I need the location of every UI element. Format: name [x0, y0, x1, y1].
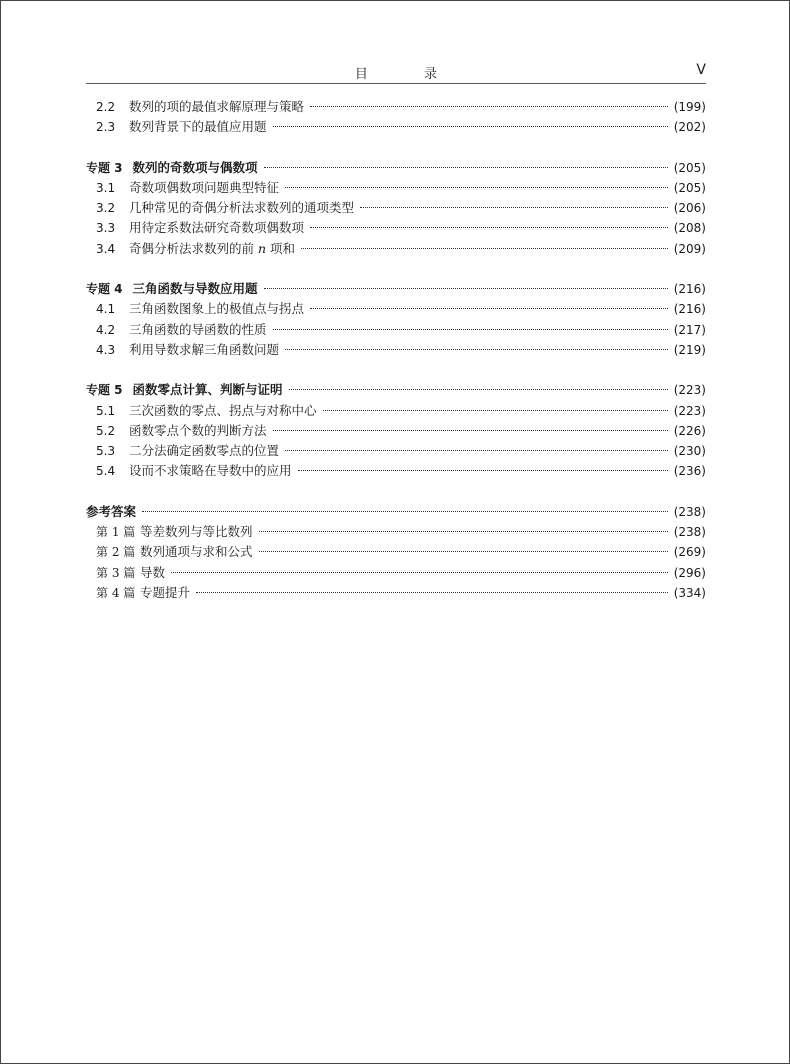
toc-entry-page: (217): [673, 322, 706, 337]
toc-entry-number: 第 3 篇: [96, 565, 136, 580]
toc-entry-number: 5.1: [96, 403, 116, 418]
toc-entry-number: 2.3: [96, 120, 116, 135]
toc-entry-page: (238): [673, 525, 706, 540]
toc-leader-dots: [289, 389, 668, 390]
toc-spacer: [86, 360, 706, 380]
toc-entry-page: (205): [673, 180, 706, 195]
toc-entry-number: 4.2: [96, 322, 116, 337]
toc-section-entry[interactable]: [86, 97, 706, 117]
toc-entry-title: 奇偶分析法求数列的前 n 项和: [129, 240, 296, 256]
toc-chapter-entry[interactable]: [86, 279, 706, 299]
toc-section-entry[interactable]: [86, 522, 706, 542]
toc-entry-number: 专题 4: [86, 282, 123, 297]
toc-section-entry[interactable]: [86, 198, 706, 218]
toc-entry-title: 利用导数求解三角函数问题: [129, 341, 280, 357]
toc-entry-title: 设而不求策略在导数中的应用: [129, 463, 292, 479]
toc-entry-title: 数列的奇数项与偶数项: [132, 159, 258, 175]
toc-entry-number: 5.3: [96, 444, 116, 459]
toc-leader-dots: [310, 106, 668, 107]
toc-leader-dots: [264, 288, 668, 289]
toc-entry-page: (238): [673, 504, 706, 519]
toc-section-entry[interactable]: [86, 340, 706, 360]
toc-section-entry[interactable]: [86, 299, 706, 319]
toc-leader-dots: [259, 531, 668, 532]
toc-entry-title: 用待定系数法研究奇数项偶数项: [129, 220, 305, 236]
toc-entry-page: (269): [673, 545, 706, 560]
toc-entry-page: (219): [673, 342, 706, 357]
toc-section-entry[interactable]: [86, 117, 706, 137]
toc-leader-dots: [285, 349, 668, 350]
toc-leader-dots: [142, 511, 668, 512]
toc-entry-page: (216): [673, 282, 706, 297]
toc-entry-number: 2.2: [96, 100, 116, 114]
toc-entry-title: 三角函数图象上的极值点与拐点: [129, 301, 305, 317]
toc-entry-title: 等差数列与等比数列: [140, 524, 253, 540]
toc-leader-dots: [273, 329, 668, 330]
toc-entry-page: (230): [673, 444, 706, 459]
toc-entry-title: 数列背景下的最值应用题: [129, 119, 267, 135]
toc-entry-page: (202): [673, 120, 706, 135]
toc-entry-title: 函数零点计算、判断与证明: [132, 382, 283, 398]
toc-spacer: [86, 138, 706, 158]
toc-section-entry[interactable]: [86, 542, 706, 562]
toc-entry-page: (236): [673, 464, 706, 479]
toc-entry-title: 几种常见的奇偶分析法求数列的通项类型: [129, 200, 355, 216]
toc-entry-number: 3.3: [96, 221, 116, 236]
toc-entry-title: 数列的项的最值求解原理与策略: [129, 99, 305, 114]
toc-entry-number: 3.2: [96, 201, 116, 216]
toc-entry-number: 3.4: [96, 241, 116, 256]
toc-entry-number: 5.2: [96, 423, 116, 438]
toc-entry-page: (216): [673, 302, 706, 317]
toc-entry-page: (334): [673, 585, 706, 600]
toc-chapter-entry[interactable]: [86, 502, 706, 522]
toc-entry-page: (223): [673, 403, 706, 418]
toc-section-entry[interactable]: [86, 239, 706, 259]
toc-leader-dots: [273, 430, 668, 431]
toc-entry-title: 奇数项偶数项问题典型特征: [129, 179, 280, 195]
toc-entry-title: 函数零点个数的判断方法: [129, 422, 267, 438]
toc-entry-number: 4.3: [96, 342, 116, 357]
toc-entry-page: (199): [673, 100, 706, 114]
toc-entry-title: 三角函数与导数应用题: [132, 281, 258, 297]
toc-entry-page: (205): [673, 160, 706, 175]
toc-section-entry[interactable]: [86, 178, 706, 198]
toc-leader-dots: [310, 308, 668, 309]
toc-entry-number: 4.1: [96, 302, 116, 317]
toc-leader-dots: [285, 450, 668, 451]
toc-entry-page: (296): [673, 565, 706, 580]
toc-leader-dots: [285, 187, 668, 188]
toc-entry-page: (206): [673, 201, 706, 216]
toc-leader-dots: [323, 410, 668, 411]
toc-entry-title: 二分法确定函数零点的位置: [129, 443, 280, 459]
toc-spacer: [86, 259, 706, 279]
toc-entry-number: 专题 5: [86, 383, 123, 398]
toc-section-entry[interactable]: [86, 583, 706, 603]
toc-leader-dots: [273, 126, 668, 127]
toc-entry-number: 第 1 篇: [96, 525, 136, 540]
toc-entry-title: 三次函数的零点、拐点与对称中心: [129, 402, 317, 418]
toc-leader-dots: [310, 227, 668, 228]
toc-entry-number: 5.4: [96, 464, 116, 479]
toc-section-entry[interactable]: [86, 401, 706, 421]
page-number: V: [696, 62, 706, 78]
running-title: 目 录: [354, 67, 464, 82]
toc-leader-dots: [259, 551, 668, 552]
toc-entry-title: 参考答案: [86, 503, 137, 519]
toc-entry-title: 三角函数的导函数的性质: [129, 321, 267, 337]
toc-leader-dots: [196, 592, 668, 593]
toc-leader-dots: [171, 572, 668, 573]
toc-section-entry[interactable]: [86, 218, 706, 238]
toc-entry-number: 第 4 篇: [96, 585, 136, 600]
toc-section-entry[interactable]: [86, 441, 706, 461]
running-header: [86, 63, 706, 84]
toc-entry-title: 导数: [140, 564, 166, 580]
toc-spacer: [86, 482, 706, 502]
toc-entry-number: 第 2 篇: [96, 545, 136, 560]
toc-section-entry[interactable]: [86, 461, 706, 481]
toc-entry-title: 数列通项与求和公式: [140, 544, 253, 560]
toc-leader-dots: [301, 248, 668, 249]
toc-chapter-entry[interactable]: [86, 158, 706, 178]
toc-entry-page: (209): [673, 241, 706, 256]
toc-entry-page: (223): [673, 383, 706, 398]
toc-section-entry[interactable]: [86, 421, 706, 441]
toc-chapter-entry[interactable]: [86, 380, 706, 400]
toc-section-entry[interactable]: [86, 320, 706, 340]
toc-entry-page: (226): [673, 423, 706, 438]
toc-entry-title: 专题提升: [140, 584, 191, 600]
toc-section-entry[interactable]: [86, 563, 706, 583]
table-of-contents: [86, 97, 706, 603]
toc-leader-dots: [264, 167, 668, 168]
toc-entry-number: 3.1: [96, 180, 116, 195]
toc-entry-number: 专题 3: [86, 160, 123, 175]
toc-entry-page: (208): [673, 221, 706, 236]
toc-leader-dots: [360, 207, 668, 208]
toc-leader-dots: [298, 470, 668, 471]
